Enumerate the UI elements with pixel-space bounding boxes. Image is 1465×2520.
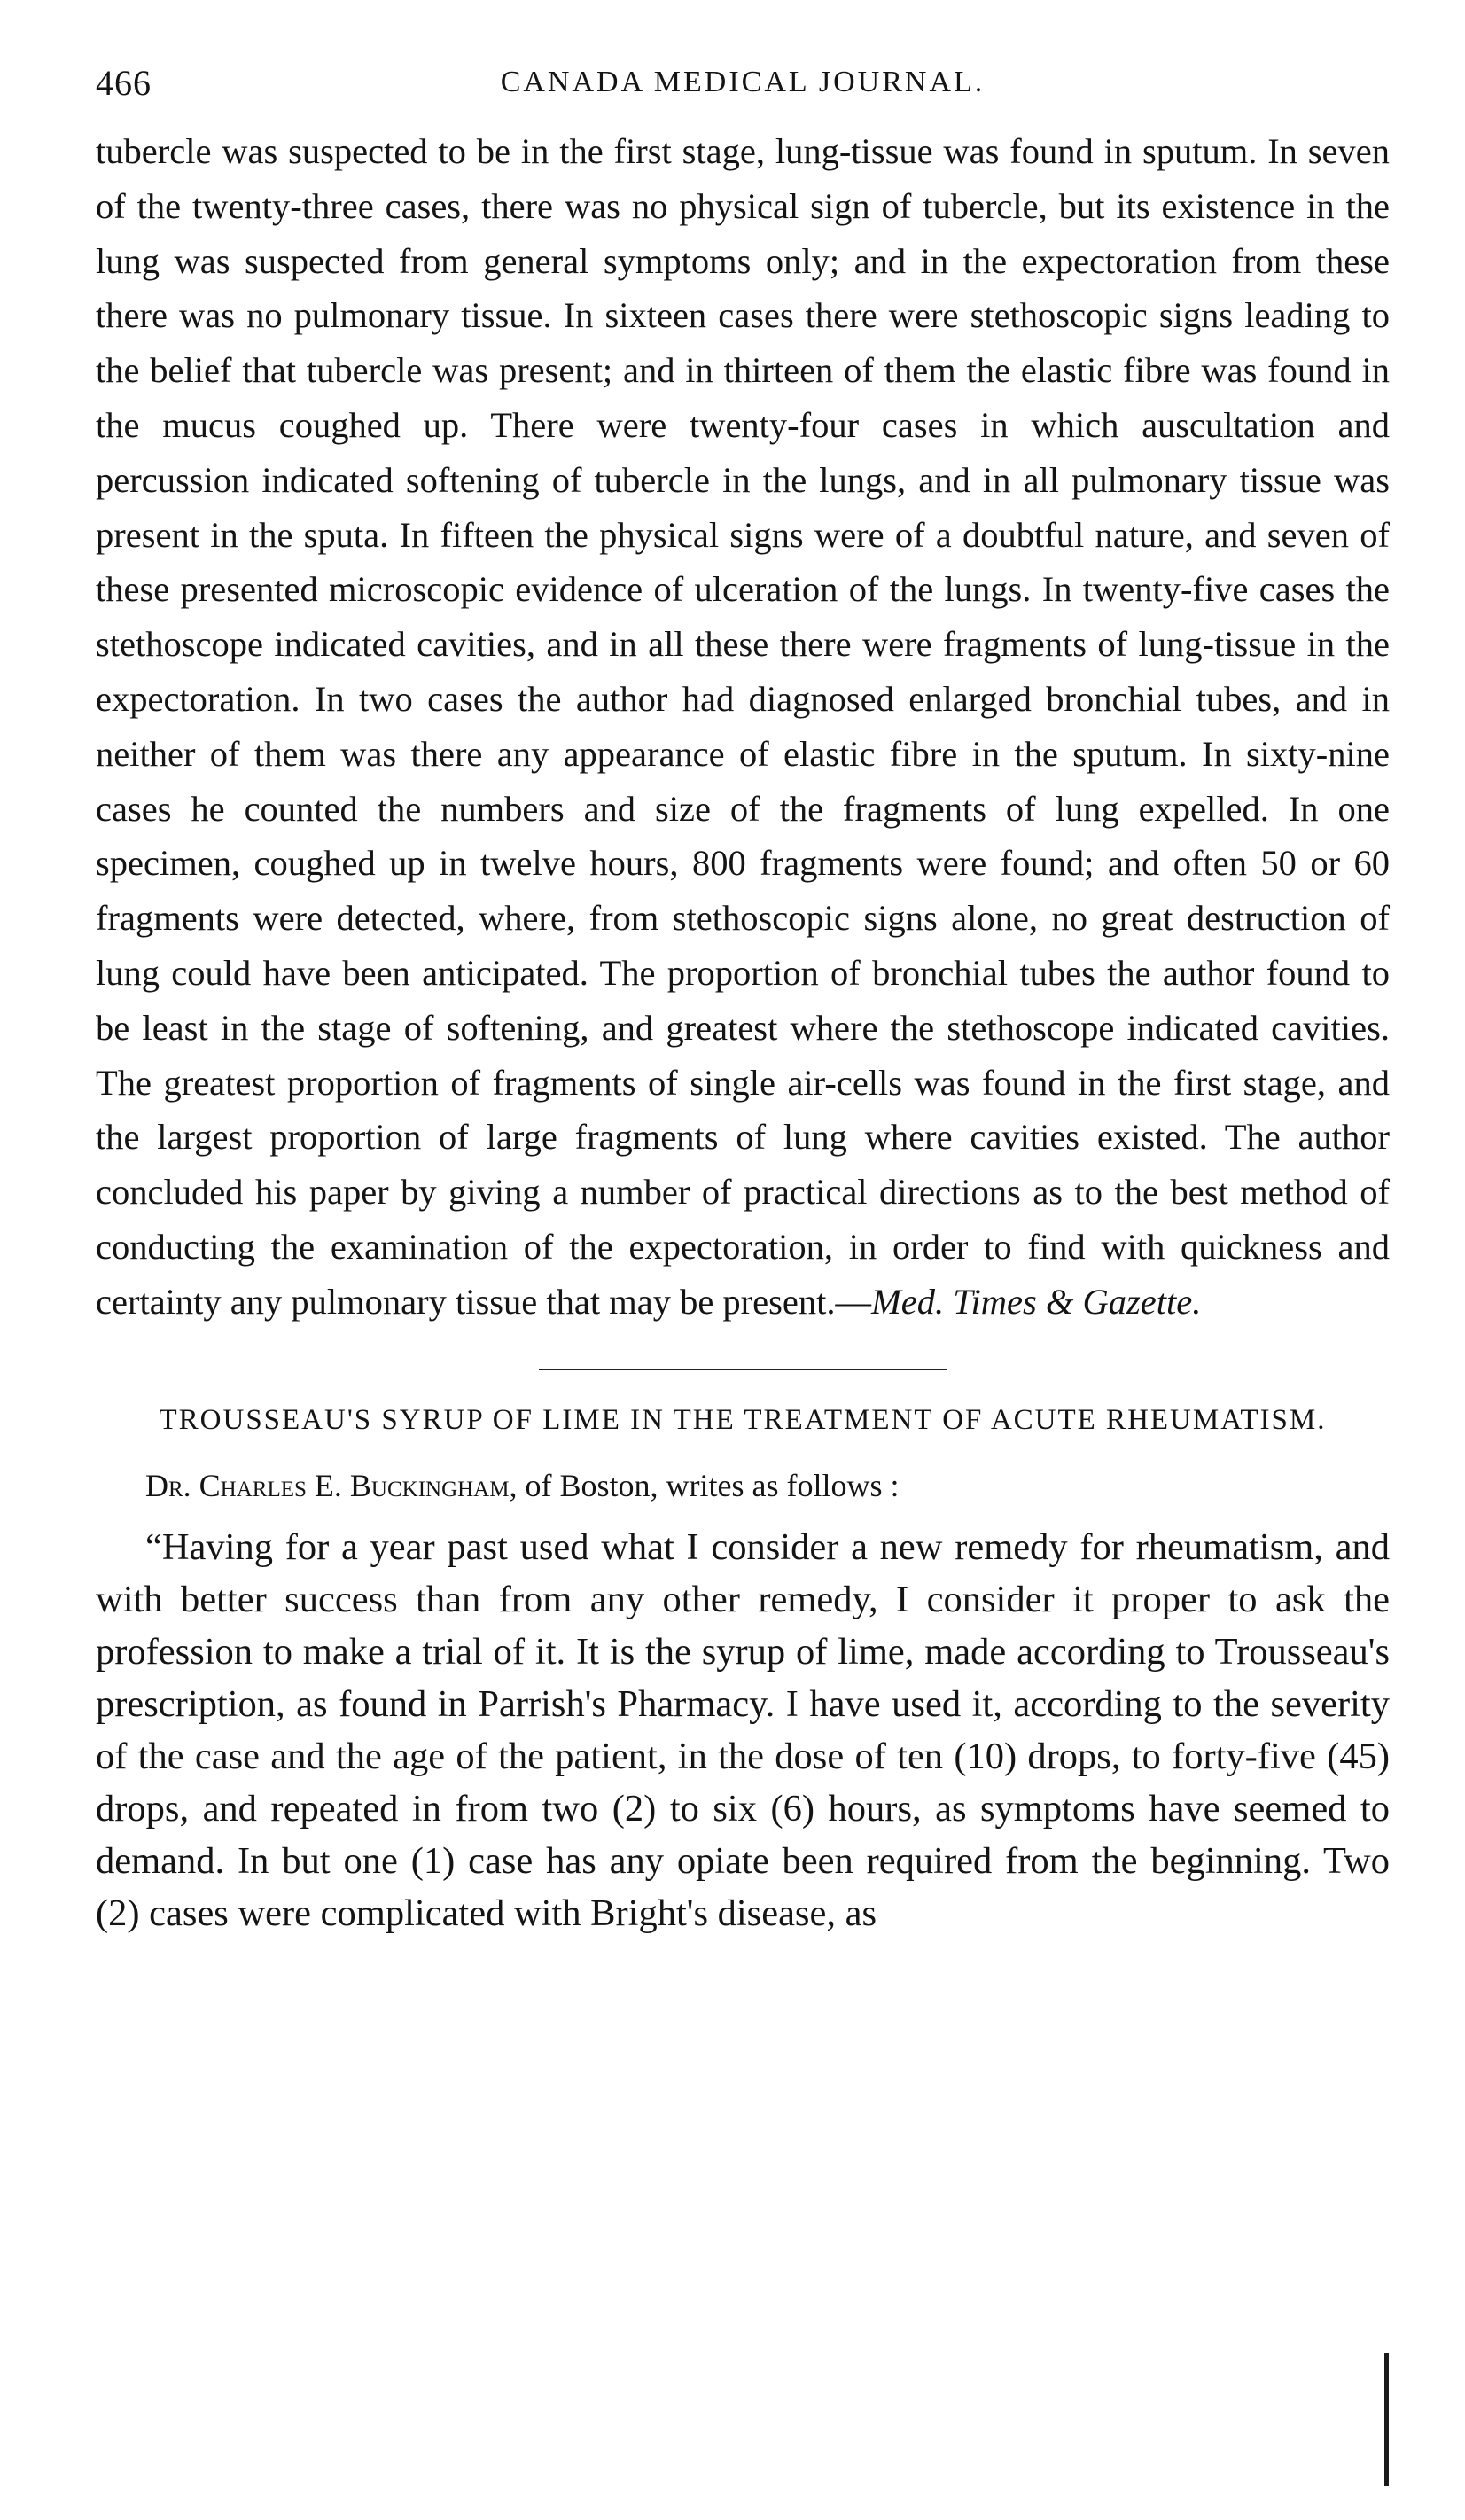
margin-bar — [1384, 2353, 1389, 2486]
article-continuation-text: tubercle was suspected to be in the first stage, lung-tissue was found in sputum. In seven of the twenty-three cases, there was no physical sign of tubercle, but its existence in the lung was suspected from general symptoms only; and in the expectoration from these there was no pulmonary tissue. In sixteen cases there were stethoscopic signs leading to the belief that tubercle was present; and in thirteen of them the elastic fibre was found in the mucus coughed up. There were twenty-four cases in which auscultation and percussion indicated softening of tubercle in the lungs, and in all pulmonary tissue was present in the sputa. In fifteen the physical signs were of a doubtful nature, and seven of these presented microscopic evidence of ulceration of the lungs. In twenty-five cases the stethoscope indicated cavities, and in all these there were fragments of lung-tissue in the expectoration. In two cases the author had diagnosed enlarged bronchial tubes, and in neither of them was there any appearance of elastic fibre in the sputum. In sixty-nine cases he counted the numbers and size of the fragments of lung expelled. In one specimen, coughed up in twelve hours, 800 fragments were found; and often 50 or 60 fragments were detected, where, from stethoscopic signs alone, no great destruction of lung could have been anticipated. The proportion of bronchial tubes the author found to be least in the stage of softening, and greatest where the stethoscope indicated cavities. The greatest proportion of fragments of single air-cells was found in the first stage, and the largest proportion of large fragments of lung where cavities existed. The author concluded his paper by giving a number of practical directions as to the best method of conducting the examination of the expectoration, in order to find with quickness and certainty any pulmonary tissue that may be present.— — [96, 131, 1390, 1322]
byline — [96, 1459, 1390, 1512]
journal-page — [96, 62, 1390, 1939]
page-number: 466 — [96, 63, 152, 103]
journal-title: CANADA MEDICAL JOURNAL. — [500, 66, 986, 98]
byline-author: Dr. Charles E. Buckingham, — [145, 1467, 518, 1503]
section-heading: TROUSSEAU'S SYRUP OF LIME IN THE TREATMENT OF ACUTE RHEUMATISM. — [159, 1403, 1327, 1436]
section-divider — [539, 1369, 947, 1370]
byline-rest: of Boston, writes as follows : — [517, 1467, 900, 1503]
article-continuation-paragraph — [96, 124, 1390, 1330]
quoted-letter-paragraph: “Having for a year past used what I consider a new remedy for rheumatism, and with better success than from any other remedy, I consider it proper to ask the profession to make a trial of it. It is the syrup of lime, made according to Trousseau's prescription, as found in Parrish's Pharmacy. I have used it, according to the severity of the case and the age of the patient, in the dose of ten (10) drops, to forty-five (45) drops, and repeated in from two (2) to six (6) hours, as symptoms have seemed to demand. In but one (1) case has any opiate been required from the beginning. Two (2) cases were complicated with Bright's disease, as — [96, 1525, 1390, 1934]
source-citation: Med. Times & Gazette. — [871, 1281, 1202, 1322]
running-head — [96, 62, 1390, 124]
